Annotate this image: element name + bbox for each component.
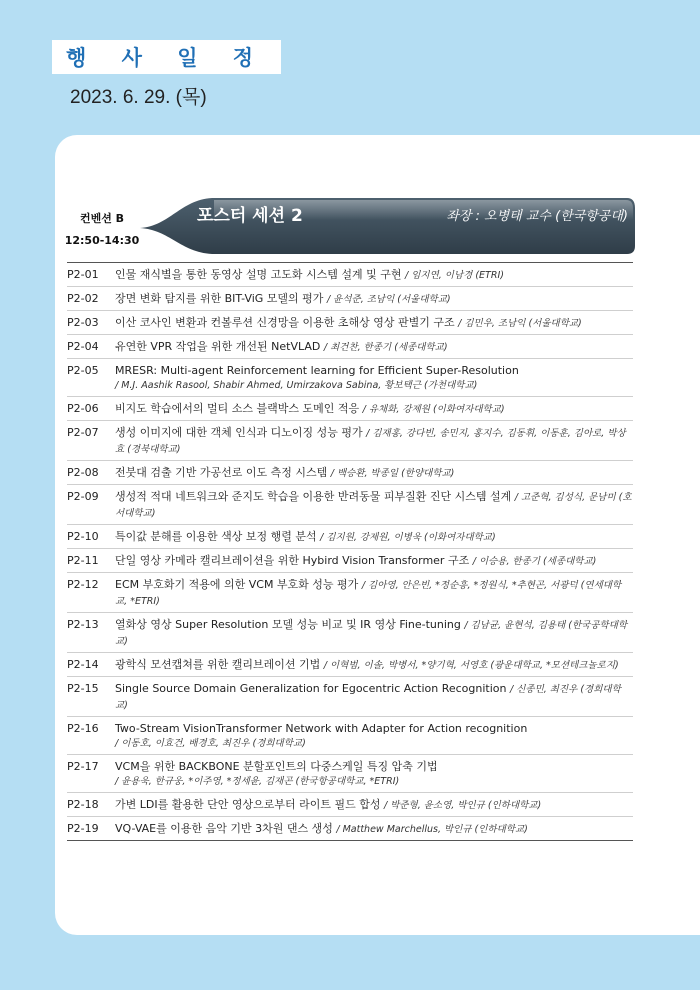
poster-row bbox=[67, 461, 633, 485]
poster-entry bbox=[115, 529, 633, 545]
poster-title: 가변 LDI를 활용한 단안 영상으로부터 라이트 필드 합성 bbox=[115, 798, 381, 811]
poster-authors: / 이동호, 이효건, 배경호, 최진우 (경희대학교) bbox=[115, 738, 306, 749]
poster-code: P2-13 bbox=[67, 618, 99, 631]
poster-title: 열화상 영상 Super Resolution 모델 성능 비교 및 IR 영상 Fine-tuning bbox=[115, 618, 461, 631]
poster-code: P2-03 bbox=[67, 316, 99, 329]
poster-code: P2-02 bbox=[67, 292, 99, 305]
poster-authors: / 김민우, 조남익 (서울대학교) bbox=[458, 318, 582, 329]
poster-entry bbox=[115, 721, 633, 751]
poster-row bbox=[67, 263, 633, 287]
poster-entry bbox=[115, 465, 633, 481]
poster-authors: / 윤용욱, 한규웅, *이주영, *정세윤, 김재곤 (한국항공대학교, *ETRI) bbox=[115, 776, 400, 787]
poster-authors: / 유채화, 강제원 (이화여자대학교) bbox=[362, 404, 505, 415]
poster-authors: / M.J. Aashik Rasool, Shabir Ahmed, Umirzakova Sabina, 황보택근 (가천대학교) bbox=[115, 380, 478, 391]
poster-authors: / 김아영, 안은빈, *정순흥, *정원식, *추현곤, 서광덕 (연세대학교, *ETRI) bbox=[115, 580, 622, 607]
poster-entry bbox=[115, 363, 633, 393]
session-time: 12:50-14:30 bbox=[64, 234, 140, 247]
poster-row bbox=[67, 335, 633, 359]
poster-authors: / 임지연, 이남경 (ETRI) bbox=[405, 270, 504, 281]
poster-title: 전붓대 검출 기반 가공선로 이도 측정 시스템 bbox=[115, 466, 328, 479]
poster-authors: / 고준혁, 김성식, 문남미 (호서대학교) bbox=[115, 492, 632, 519]
poster-title: 인물 재식별을 통한 동영상 설명 고도화 시스템 설계 및 구현 bbox=[115, 268, 402, 281]
poster-row bbox=[67, 653, 633, 677]
poster-authors: / 박준형, 윤소영, 박인규 (인하대학교) bbox=[383, 800, 542, 811]
poster-entry bbox=[115, 797, 633, 813]
poster-entry bbox=[115, 291, 633, 307]
poster-title: VCM을 위한 BACKBONE 분할포인트의 다중스케일 특징 압축 기법 bbox=[115, 760, 438, 773]
poster-row bbox=[67, 817, 633, 841]
poster-title: Single Source Domain Generalization for Egocentric Action Recognition bbox=[115, 682, 507, 695]
poster-row bbox=[67, 677, 633, 717]
poster-code: P2-12 bbox=[67, 578, 99, 591]
poster-code: P2-05 bbox=[67, 364, 99, 377]
event-date: 2023. 6. 29. (목) bbox=[70, 87, 207, 108]
poster-code: P2-09 bbox=[67, 490, 99, 503]
session-room: 컨벤션 B bbox=[79, 212, 125, 225]
poster-entry bbox=[115, 553, 633, 569]
poster-entry bbox=[115, 267, 633, 283]
poster-row bbox=[67, 549, 633, 573]
poster-code: P2-04 bbox=[67, 340, 99, 353]
poster-entry bbox=[115, 339, 633, 355]
poster-entry bbox=[115, 759, 633, 789]
poster-code: P2-19 bbox=[67, 822, 99, 835]
poster-title: 이산 코사인 변환과 컨볼루션 신경망을 이용한 초해상 영상 판별기 구조 bbox=[115, 316, 455, 329]
poster-code: P2-01 bbox=[67, 268, 99, 281]
poster-list bbox=[67, 262, 633, 841]
poster-row bbox=[67, 359, 633, 397]
poster-row bbox=[67, 485, 633, 525]
poster-code: P2-08 bbox=[67, 466, 99, 479]
poster-authors: / 최건찬, 한종기 (세종대학교) bbox=[323, 342, 448, 353]
poster-entry bbox=[115, 657, 633, 673]
poster-row bbox=[67, 287, 633, 311]
poster-entry bbox=[115, 577, 633, 609]
session-title: 포스터 세션 2 bbox=[197, 206, 303, 226]
poster-entry bbox=[115, 315, 633, 331]
poster-authors: / 김남균, 윤현석, 김용태 (한국공학대학교) bbox=[115, 620, 628, 647]
poster-authors: / 김지원, 강제원, 이병욱 (이화여자대학교) bbox=[320, 532, 496, 543]
poster-authors: / 백승환, 박종일 (한양대학교) bbox=[330, 468, 455, 479]
page-heading: 행 사 일 정 bbox=[52, 40, 281, 74]
poster-title: 생성적 적대 네트워크와 준지도 학습을 이용한 반려동물 피부질환 진단 시스템 설계 bbox=[115, 490, 512, 503]
poster-code: P2-07 bbox=[67, 426, 99, 439]
poster-title: 비지도 학습에서의 멀티 소스 블랙박스 도메인 적응 bbox=[115, 402, 360, 415]
session-location bbox=[62, 208, 142, 252]
poster-title: 유연한 VPR 작업을 위한 개선된 NetVLAD bbox=[115, 340, 321, 353]
poster-entry bbox=[115, 617, 633, 649]
poster-title: 단일 영상 카메라 캘리브레이션을 위한 Hybird Vision Transformer 구조 bbox=[115, 554, 470, 567]
poster-code: P2-18 bbox=[67, 798, 99, 811]
poster-title: 광학식 모션캡쳐를 위한 캘리브레이션 기법 bbox=[115, 658, 321, 671]
poster-row bbox=[67, 525, 633, 549]
poster-row bbox=[67, 311, 633, 335]
poster-row bbox=[67, 573, 633, 613]
poster-title: 장면 변화 탐지를 위한 BIT-ViG 모델의 평가 bbox=[115, 292, 324, 305]
poster-title: ECM 부호화기 적용에 의한 VCM 부호화 성능 평가 bbox=[115, 578, 359, 591]
poster-entry bbox=[115, 681, 633, 713]
poster-title: 생성 이미지에 대한 객체 인식과 디노이징 성능 평가 bbox=[115, 426, 363, 439]
poster-code: P2-06 bbox=[67, 402, 99, 415]
poster-row bbox=[67, 421, 633, 461]
poster-authors: / Matthew Marchellus, 박인규 (인하대학교) bbox=[336, 824, 528, 835]
poster-title: 특이값 분해를 이용한 색상 보정 행렬 분석 bbox=[115, 530, 317, 543]
poster-authors: / 이승용, 한종기 (세종대학교) bbox=[472, 556, 597, 567]
poster-entry bbox=[115, 821, 633, 837]
poster-authors: / 신종민, 최진우 (경희대학교) bbox=[115, 684, 621, 711]
poster-title: VQ-VAE를 이용한 음악 기반 3차원 댄스 생성 bbox=[115, 822, 333, 835]
poster-code: P2-11 bbox=[67, 554, 99, 567]
poster-entry bbox=[115, 425, 633, 457]
poster-row bbox=[67, 755, 633, 793]
poster-entry bbox=[115, 489, 633, 521]
poster-authors: / 이혁범, 이솔, 박병서, *양기혁, 서영호 (광운대학교, *모션테크놀로지) bbox=[323, 660, 619, 671]
session-chair: 좌장 : 오병태 교수 (한국항공대) bbox=[446, 209, 628, 224]
poster-authors: / 김재홍, 강다빈, 송민지, 홍지수, 김동휘, 이동훈, 김아로, 박상효 (경북대학교) bbox=[115, 428, 626, 455]
poster-row bbox=[67, 793, 633, 817]
poster-row bbox=[67, 717, 633, 755]
poster-row bbox=[67, 613, 633, 653]
poster-code: P2-16 bbox=[67, 722, 99, 735]
poster-row bbox=[67, 397, 633, 421]
poster-code: P2-15 bbox=[67, 682, 99, 695]
poster-code: P2-17 bbox=[67, 760, 99, 773]
poster-entry bbox=[115, 401, 633, 417]
poster-authors: / 윤석준, 조남익 (서울대학교) bbox=[326, 294, 451, 305]
poster-title: Two-Stream VisionTransformer Network with Adapter for Action recognition bbox=[115, 722, 528, 735]
poster-code: P2-10 bbox=[67, 530, 99, 543]
poster-title: MRESR: Multi-agent Reinforcement learning for Efficient Super-Resolution bbox=[115, 364, 519, 377]
poster-code: P2-14 bbox=[67, 658, 99, 671]
